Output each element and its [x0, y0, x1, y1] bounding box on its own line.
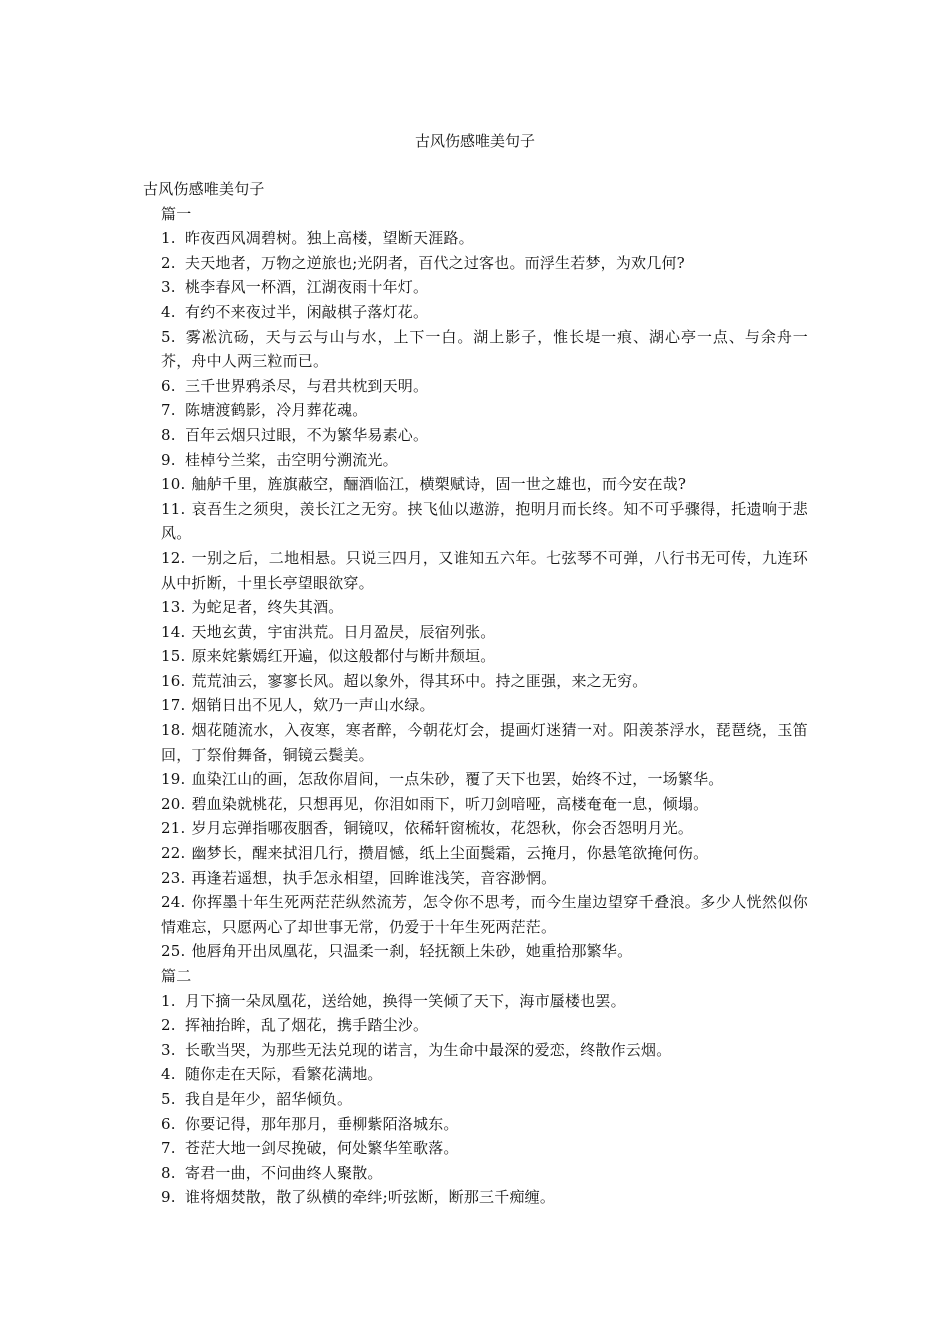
- list-item: [143, 1062, 808, 1087]
- list-item: [143, 841, 808, 866]
- item-number: 2.: [161, 1016, 176, 1035]
- list-item: [143, 989, 808, 1014]
- item-text: 荒荒油云，寥寥长风。超以象外，得其环中。持之匪强，来之无穷。: [191, 671, 648, 690]
- item-number: 11.: [161, 499, 186, 518]
- item-text: 百年云烟只过眼，不为繁华易素心。: [185, 425, 429, 444]
- item-number: 19.: [161, 770, 186, 789]
- item-number: 20.: [161, 794, 186, 813]
- sections-container: [143, 202, 808, 1210]
- item-text: 寄君一曲，不问曲终人聚散。: [185, 1163, 383, 1182]
- item-text: 烟销日出不见人，欸乃一声山水绿。: [191, 696, 435, 715]
- list-item: [143, 693, 808, 718]
- list-item: [143, 644, 808, 669]
- list-item: [143, 1087, 808, 1112]
- item-number: 21.: [161, 819, 186, 838]
- item-text: 幽梦长，醒来拭泪几行，攒眉憾，纸上尘面鬓霜，云掩月，你悬笔欲掩何伤。: [191, 844, 709, 863]
- item-text: 陈塘渡鹤影，冷月葬花魂。: [185, 401, 368, 420]
- item-text: 长歌当哭，为那些无法兑现的诺言，为生命中最深的爱恋，终散作云烟。: [185, 1040, 672, 1059]
- item-text: 岁月忘弹指哪夜胭香，铜镜叹，依稀轩窗梳妆，花怨秋，你会否怨明月光。: [191, 819, 694, 838]
- list-item: [143, 497, 808, 546]
- item-text: 血染江山的画，怎敌你眉间，一点朱砂，覆了天下也罢，始终不过，一场繁华。: [191, 770, 724, 789]
- item-text: 挥袖抬眸，乱了烟花，携手踏尘沙。: [185, 1016, 429, 1035]
- item-number: 22.: [161, 844, 186, 863]
- item-number: 9.: [161, 1188, 176, 1207]
- document-heading: 古风伤感唯美句子: [143, 180, 265, 198]
- list-item: [143, 325, 808, 374]
- item-number: 10.: [161, 475, 186, 494]
- list-item: [143, 275, 808, 300]
- list-item: [143, 816, 808, 841]
- list-item: [143, 300, 808, 325]
- list-item: [143, 595, 808, 620]
- section-label: 篇一: [161, 204, 192, 223]
- item-text: 再逢若遥想，执手怎永相望，回眸谁浅笑，音容渺惘。: [191, 868, 557, 887]
- list-item: [143, 792, 808, 817]
- item-text: 有约不来夜过半，闲敲棋子落灯花。: [185, 302, 429, 321]
- list-item: [143, 1112, 808, 1137]
- item-number: 7.: [161, 401, 176, 420]
- item-text: 昨夜西风凋碧树。独上高楼，望断天涯路。: [185, 229, 474, 248]
- list-item: [143, 620, 808, 645]
- list-item: [143, 423, 808, 448]
- list-item: [143, 1136, 808, 1161]
- item-number: 12.: [161, 548, 186, 567]
- list-item: [143, 767, 808, 792]
- item-number: 23.: [161, 868, 186, 887]
- item-text: 三千世界鸦杀尽，与君共枕到天明。: [185, 376, 429, 395]
- list-item: [143, 890, 808, 939]
- item-number: 9.: [161, 450, 176, 469]
- item-number: 8.: [161, 1163, 176, 1182]
- item-text: 你挥墨十年生死两茫茫纵然流芳，怎令你不思考，而今生崖边望穿千叠浪。多少人恍然似你情难忘，只愿两心了却世事无常，仍爱于十年生死两茫茫。: [161, 893, 808, 936]
- list-item: [143, 546, 808, 595]
- item-text: 烟花随流水，入夜寒，寒者醉，今朝花灯会，提画灯迷猜一对。阳羡茶浮水，琵琶绕，玉笛回，丁祭佾舞备，铜镜云鬓美。: [161, 721, 808, 764]
- list-item: [143, 1013, 808, 1038]
- item-number: 13.: [161, 598, 186, 617]
- item-text: 我自是年少，韶华倾负。: [185, 1089, 353, 1108]
- item-number: 24.: [161, 893, 186, 912]
- item-text: 为蛇足者，终失其酒。: [191, 598, 344, 617]
- list-item: [143, 866, 808, 891]
- list-item: [143, 398, 808, 423]
- item-text: 天地玄黄，宇宙洪荒。日月盈昃，辰宿列张。: [191, 622, 496, 641]
- item-number: 6.: [161, 1114, 176, 1133]
- item-number: 14.: [161, 622, 186, 641]
- item-text: 桂棹兮兰桨，击空明兮溯流光。: [185, 450, 398, 469]
- list-item: [143, 1185, 808, 1210]
- list-item: [143, 374, 808, 399]
- list-item: [143, 1161, 808, 1186]
- list-item: [143, 718, 808, 767]
- item-number: 7.: [161, 1139, 176, 1158]
- item-number: 16.: [161, 671, 186, 690]
- item-number: 18.: [161, 721, 186, 740]
- list-item: [143, 1038, 808, 1063]
- item-number: 5.: [161, 1089, 176, 1108]
- item-number: 8.: [161, 425, 176, 444]
- list-item: [143, 472, 808, 497]
- item-number: 2.: [161, 253, 176, 272]
- item-number: 3.: [161, 1040, 176, 1059]
- item-text: 雾凇沆砀，天与云与山与水，上下一白。湖上影子，惟长堤一痕、湖心亭一点、与余舟一芥，舟中人两三粒而已。: [161, 327, 808, 371]
- item-text: 他唇角开出凤凰花，只温柔一刹，轻抚额上朱砂，她重拾那繁华。: [191, 942, 633, 961]
- item-number: 3.: [161, 278, 176, 297]
- item-number: 15.: [161, 647, 186, 666]
- list-item: [143, 226, 808, 251]
- item-text: 月下摘一朵凤凰花，送给她，换得一笑倾了天下，海市蜃楼也罢。: [185, 991, 626, 1010]
- list-item: [143, 939, 808, 964]
- item-number: 1.: [161, 991, 176, 1010]
- item-number: 17.: [161, 696, 186, 715]
- item-text: 碧血染就桃花，只想再见，你泪如雨下，听刀剑喑哑，高楼奄奄一息，倾塌。: [191, 794, 709, 813]
- document-body: [143, 177, 808, 1210]
- item-number: 4.: [161, 1065, 176, 1084]
- item-number: 5.: [161, 327, 176, 346]
- item-text: 哀吾生之须臾，羡长江之无穷。挟飞仙以遨游，抱明月而长终。知不可乎骤得，托遗响于悲风。: [161, 499, 808, 543]
- item-text: 随你走在天际，看繁花满地。: [185, 1065, 383, 1084]
- item-number: 1.: [161, 229, 176, 248]
- item-number: 4.: [161, 302, 176, 321]
- item-text: 苍茫大地一剑尽挽破，何处繁华笙歌落。: [185, 1139, 459, 1158]
- item-text: 谁将烟焚散，散了纵横的牵绊;听弦断，断那三千痴缠。: [185, 1188, 556, 1207]
- list-item: [143, 251, 808, 276]
- item-text: 桃李春风一杯酒，江湖夜雨十年灯。: [185, 278, 429, 297]
- item-text: 夫天地者，万物之逆旅也;光阴者，百代之过客也。而浮生若梦，为欢几何?: [185, 253, 685, 272]
- list-item: [143, 669, 808, 694]
- list-item: [143, 448, 808, 473]
- item-text: 舳舻千里，旌旗蔽空，酾酒临江，横槊赋诗，固一世之雄也，而今安在哉?: [191, 475, 687, 494]
- item-text: 一别之后，二地相悬。只说三四月，又谁知五六年。七弦琴不可弹，八行书无可传，九连环从中折断，十里长亭望眼欲穿。: [161, 548, 808, 592]
- item-text: 你要记得，那年那月，垂柳紫陌洛城东。: [185, 1114, 459, 1133]
- item-number: 6.: [161, 376, 176, 395]
- section-label: 篇二: [161, 967, 192, 985]
- item-text: 原来姹紫嫣红开遍，似这般都付与断井颓垣。: [191, 647, 496, 666]
- item-number: 25.: [161, 942, 186, 961]
- page-title: 古风伤感唯美句子: [414, 132, 535, 150]
